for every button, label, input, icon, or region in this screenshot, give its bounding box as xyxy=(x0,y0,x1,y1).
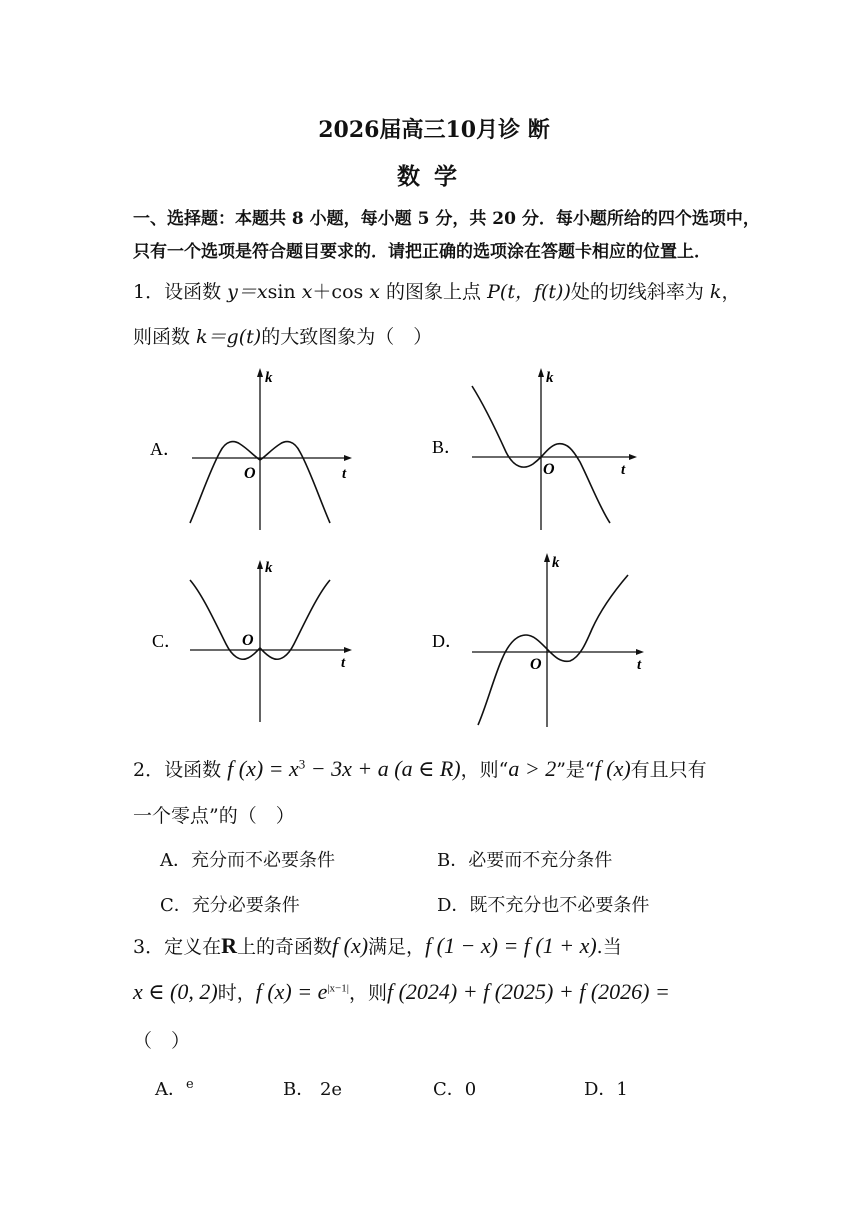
section-instructions-line1: 一、选择题：本题共 8 小题，每小题 5 分，共 20 分．每小题所给的四个选项中， xyxy=(133,209,760,229)
question-3-line2: x ∈ (0, 2)时，f $(x) = e^{|x-1|}$，则f (2024) + f (2025) + f (2026) = xyxy=(133,979,670,1004)
graph-option-c xyxy=(140,552,370,727)
question-3-line1: 3．定义在R上的奇函数f (x)满足，f (1 − x) = f (1 + x).当 xyxy=(133,933,622,958)
t-axis-label: t xyxy=(341,655,346,671)
origin-label: O xyxy=(242,632,254,649)
k-axis-arrow-icon xyxy=(544,553,550,562)
k-axis-label: k xyxy=(546,370,554,386)
option-c: C．0 xyxy=(433,1079,477,1100)
k-axis-arrow-icon xyxy=(538,368,544,377)
option-c-letter: C． xyxy=(152,631,183,651)
option-d: D．既不充分也不必要条件 xyxy=(437,895,650,916)
question-number: 3． xyxy=(133,936,165,958)
t-axis-label: t xyxy=(637,657,642,673)
question-3-line3: （ ） xyxy=(133,1030,191,1052)
question-number: 1． xyxy=(133,281,165,303)
t-axis-label: t xyxy=(342,466,347,482)
origin-label: O xyxy=(543,461,555,478)
option-b-letter: B． xyxy=(432,437,463,457)
exam-title: 2026届高三10月诊 断 xyxy=(318,117,550,143)
t-axis-arrow-icon xyxy=(344,455,352,461)
exam-subject: 数学 xyxy=(397,163,471,190)
graph-option-a xyxy=(140,360,370,535)
option-a-letter: A． xyxy=(150,439,181,459)
option-b: B．必要而不充分条件 xyxy=(437,850,613,871)
option-a: A．充分而不必要条件 xyxy=(160,850,335,871)
t-axis-arrow-icon xyxy=(629,454,637,460)
section-instructions-line2: 只有一个选项是符合题目要求的．请把正确的选项涂在答题卡相应的位置上． xyxy=(133,242,711,262)
k-axis-arrow-icon xyxy=(257,560,263,569)
t-axis-arrow-icon xyxy=(636,649,644,655)
question-2-line2: 一个零点”的（ ） xyxy=(133,805,295,827)
question-number: 2． xyxy=(133,759,165,781)
t-axis-label: t xyxy=(621,462,626,478)
origin-label: O xyxy=(244,465,256,482)
k-axis-label: k xyxy=(265,370,273,386)
k-axis-label: k xyxy=(265,560,273,576)
t-axis-arrow-icon xyxy=(344,647,352,653)
option-d-letter: D． xyxy=(432,631,463,651)
question-1-line1: 1．设函数 y＝xsin x＋cos x 的图象上点 P(t，f(t))处的切线斜率为 k， xyxy=(133,281,741,303)
option-d: D．1 xyxy=(584,1079,628,1100)
graph-option-b xyxy=(420,360,660,535)
origin-label: O xyxy=(530,656,542,673)
question-2-line1: 2．设函数 f $(x) = x^3 - 3x + a$ (a ∈ R)，则“a > 2”是“f (x)有且只有 xyxy=(133,756,707,781)
option-c: C．充分必要条件 xyxy=(160,895,300,916)
curve-d xyxy=(478,575,628,725)
k-axis-arrow-icon xyxy=(257,368,263,377)
k-axis-label: k xyxy=(552,555,560,571)
option-a: A．$^e$ xyxy=(155,1077,194,1100)
question-1-line2: 则函数 k＝g(t)的大致图象为（ ） xyxy=(133,326,433,348)
graph-option-d xyxy=(420,545,660,730)
option-b: B． 2e xyxy=(283,1079,343,1100)
